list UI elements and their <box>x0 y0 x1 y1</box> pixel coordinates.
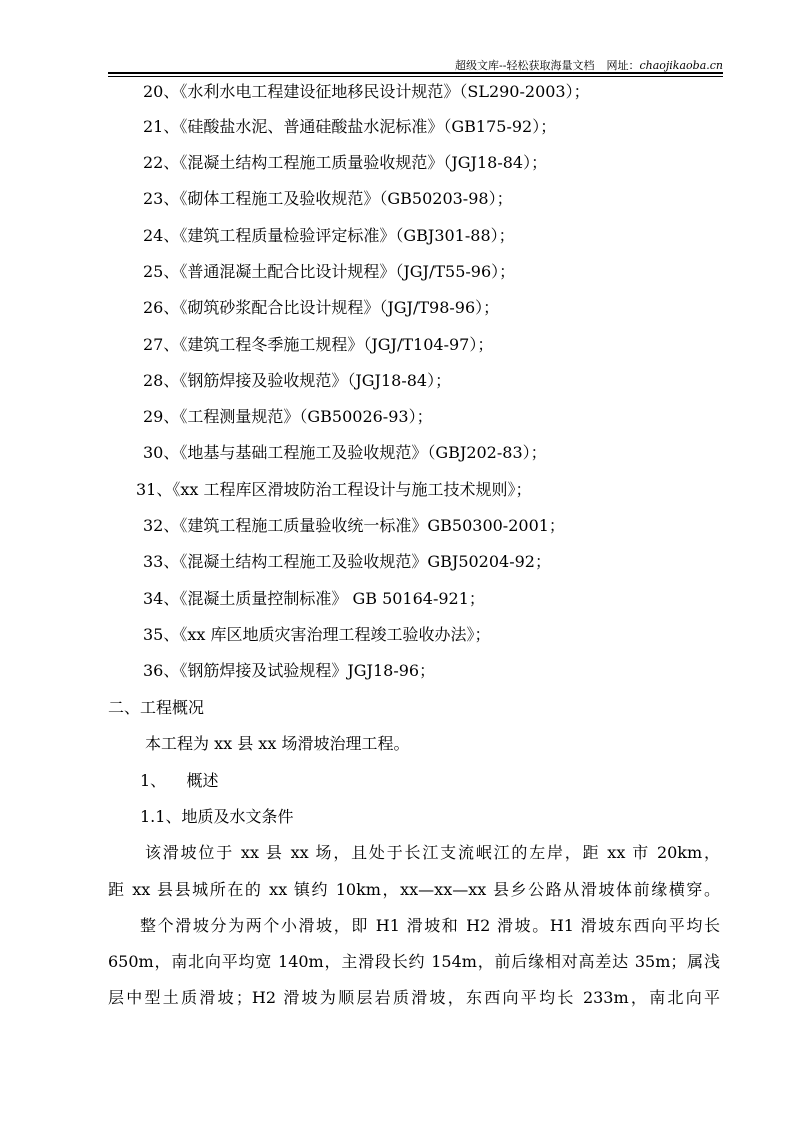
header-site-label: 网址： <box>606 59 640 72</box>
page-header <box>108 52 723 74</box>
header-rule-thin <box>108 76 723 77</box>
intro-line: 本工程为 xx 县 xx 场滑坡治理工程。 <box>145 734 410 753</box>
reference-item: 36、《钢筋焊接及试验规程》JGJ18-96； <box>143 661 436 680</box>
reference-item: 22、《混凝土结构工程施工质量验收规范》（JGJ18-84）； <box>143 153 548 172</box>
paragraph-line: 距 xx 县县城所在的 xx 镇约 10km，xx—xx—xx 县乡公路从滑坡体前缘横穿。 <box>108 880 720 899</box>
reference-item: 28、《钢筋焊接及验收规范》（JGJ18-84）； <box>143 371 452 390</box>
reference-item: 34、《混凝土质量控制标准》 GB 50164-921； <box>143 589 485 608</box>
reference-item: 21、《硅酸盐水泥、普通硅酸盐水泥标准》（GB175-92）； <box>143 117 557 136</box>
section-heading: 二、工程概况 <box>108 698 205 717</box>
reference-item: 30、《地基与基础工程施工及验收规范》（GBJ202-83）； <box>143 443 547 462</box>
subheading: 1、 概述 <box>140 771 219 790</box>
paragraph-line: 该滑坡位于 xx 县 xx 场，且处于长江支流岷江的左岸，距 xx 市 20km， <box>145 843 720 862</box>
paragraph-line: 层中型土质滑坡；H2 滑坡为顺层岩质滑坡，东西向平均长 233m，南北向平 <box>108 988 720 1007</box>
reference-item: 23、《砌体工程施工及验收规范》（GB50203-98）； <box>143 189 513 208</box>
header-library: 超级文库--轻松获取海量文档 <box>455 59 595 72</box>
reference-item: 29、《工程测量规范》（GB50026-93）； <box>143 407 433 426</box>
paragraph-line: 整个滑坡分为两个小滑坡，即 H1 滑坡和 H2 滑坡。H1 滑坡东西向平均长 <box>140 916 720 935</box>
reference-item: 20、《水利水电工程建设征地移民设计规范》（SL290-2003）； <box>143 82 590 101</box>
reference-item: 33、《混凝土结构工程施工及验收规范》GBJ50204-92； <box>143 552 551 571</box>
header-url[interactable]: chaojikaoba.cn <box>639 59 723 72</box>
header-rule-thick <box>108 72 723 74</box>
paragraph-line: 650m，南北向平均宽 140m，主滑段长约 154m，前后缘相对高差达 35m；属浅 <box>108 952 720 971</box>
reference-item: 24、《建筑工程质量检验评定标准》（GBJ301-88）； <box>143 226 515 245</box>
reference-item: 25、《普通混凝土配合比设计规程》（JGJ/T55-96）； <box>143 262 516 281</box>
reference-item: 32、《建筑工程施工质量验收统一标准》GB50300-2001； <box>143 516 565 535</box>
reference-item: 31、《xx 工程库区滑坡防治工程设计与施工技术规则》； <box>136 480 532 499</box>
header-text <box>455 57 723 73</box>
reference-item: 27、《建筑工程冬季施工规程》（JGJ/T104-97）； <box>143 335 494 354</box>
subsection-heading: 1.1、地质及水文条件 <box>140 807 294 826</box>
reference-item: 26、《砌筑砂浆配合比设计规程》（JGJ/T98-96）； <box>143 298 500 317</box>
reference-item: 35、《xx 库区地质灾害治理工程竣工验收办法》； <box>143 625 491 644</box>
